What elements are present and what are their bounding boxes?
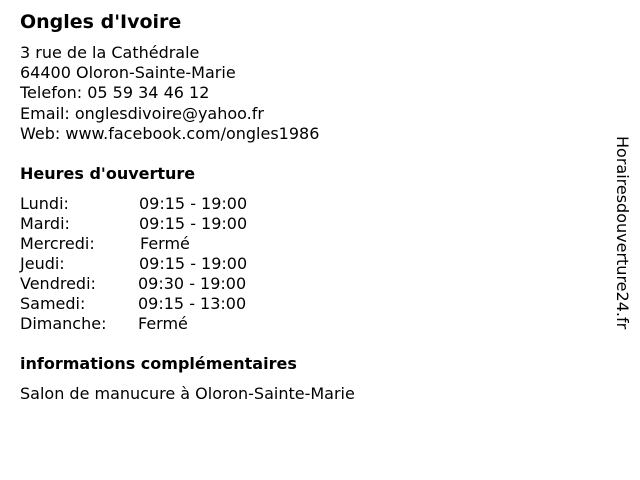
- day-label: Samedi:: [20, 294, 86, 313]
- day-hours: 09:15 - 19:00: [139, 254, 248, 273]
- hours-heading: Heures d'ouverture: [20, 164, 196, 183]
- day-hours: Fermé: [138, 314, 188, 333]
- day-hours: Fermé: [140, 234, 190, 253]
- day-label: Dimanche:: [20, 314, 107, 333]
- address-city: 64400 Oloron-Sainte-Marie: [20, 63, 236, 83]
- day-hours: 09:15 - 13:00: [138, 294, 247, 313]
- info-description: Salon de manucure à Oloron-Sainte-Marie: [20, 384, 355, 403]
- info-heading: informations complémentaires: [20, 354, 297, 373]
- watermark: [612, 136, 632, 372]
- watermark-text: Horairesdouverture24.fr: [613, 136, 632, 330]
- day-label: Mardi:: [20, 214, 70, 233]
- web-text: Web: www.facebook.com/ongles1986: [20, 123, 320, 143]
- day-label: Mercredi:: [20, 234, 95, 253]
- contact-block: [20, 43, 319, 144]
- day-label: Lundi:: [20, 194, 69, 213]
- day-label: Jeudi:: [20, 254, 65, 273]
- email-text: Email: onglesdivoire@yahoo.fr: [20, 103, 264, 123]
- day-label: Vendredi:: [20, 274, 96, 293]
- phone-text: Telefon: 05 59 34 46 12: [20, 83, 210, 103]
- address-street: 3 rue de la Cathédrale: [20, 43, 200, 62]
- day-hours: 09:15 - 19:00: [139, 214, 248, 233]
- business-name: Ongles d'Ivoire: [20, 11, 182, 33]
- day-hours: 09:15 - 19:00: [139, 194, 248, 213]
- day-hours: 09:30 - 19:00: [138, 274, 247, 293]
